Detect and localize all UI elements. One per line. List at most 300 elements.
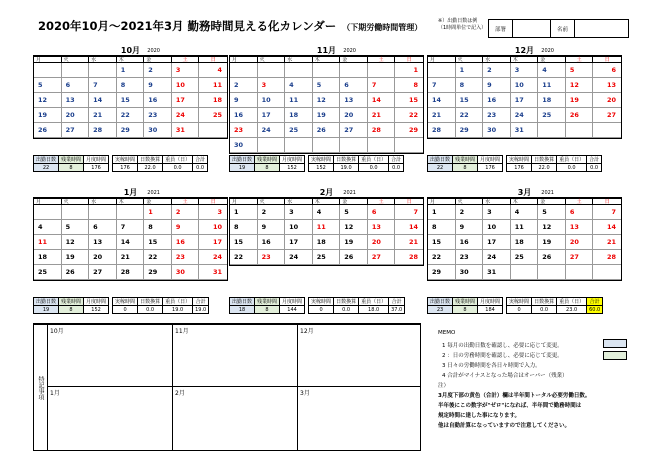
day-cell[interactable]: 18 <box>285 108 313 123</box>
value-total: 0.0 <box>193 164 208 172</box>
day-cell[interactable] <box>340 138 368 153</box>
day-cell[interactable]: 17 <box>199 235 227 250</box>
day-cell[interactable]: 22 <box>117 108 145 123</box>
day-cell[interactable]: 1 <box>144 205 172 220</box>
day-cell[interactable]: 10 <box>285 220 313 235</box>
day-cell[interactable]: 7 <box>395 205 423 220</box>
note-line: ※）出勤日数は例 <box>438 18 478 24</box>
day-cell[interactable]: 9 <box>144 78 172 93</box>
weekday-header: 月 <box>34 57 62 63</box>
weekday-header: 月 <box>428 199 456 205</box>
day-cell[interactable]: 17 <box>172 93 200 108</box>
day-cell[interactable]: 25 <box>538 108 566 123</box>
memo-side-label: 特記事項 <box>34 325 48 450</box>
day-cell[interactable]: 28 <box>593 250 621 265</box>
day-cell[interactable]: 10 <box>172 78 200 93</box>
weekday-header: 土 <box>172 199 200 205</box>
label-ot: 残業時間 <box>453 298 478 306</box>
memo-line: 他は自動計算になっていますので注意してください。 <box>438 423 571 429</box>
day-cell[interactable]: 20 <box>566 235 594 250</box>
label-actual: 実稼時間 <box>507 156 532 164</box>
label-actual: 実稼時間 <box>309 298 334 306</box>
day-cell[interactable]: 2 <box>483 63 511 78</box>
day-cell[interactable]: 25 <box>199 108 227 123</box>
value-total: 0.0 <box>389 164 404 172</box>
day-cell[interactable]: 7 <box>89 78 117 93</box>
day-cell[interactable] <box>89 63 117 78</box>
day-cell[interactable]: 8 <box>230 220 258 235</box>
day-cell[interactable]: 6 <box>368 205 396 220</box>
day-cell[interactable]: 22 <box>456 108 484 123</box>
weekday-header: 日 <box>395 57 423 63</box>
day-cell[interactable]: 25 <box>34 265 62 280</box>
day-cell[interactable]: 19 <box>34 108 62 123</box>
label-avg: 日数換算 <box>532 298 557 306</box>
day-cell[interactable] <box>511 265 539 280</box>
day-cell[interactable]: 29 <box>117 123 145 138</box>
label-monthly: 月度時間 <box>280 156 305 164</box>
label-total: 合計 <box>389 156 404 164</box>
day-cell[interactable]: 17 <box>258 108 286 123</box>
day-cell[interactable]: 24 <box>199 250 227 265</box>
day-cell[interactable] <box>395 138 423 153</box>
day-cell[interactable]: 11 <box>34 235 62 250</box>
page-title <box>38 18 422 34</box>
month-grid <box>33 197 228 281</box>
label-monthly: 月度時間 <box>478 156 503 164</box>
day-cell[interactable] <box>340 63 368 78</box>
day-cell[interactable]: 1 <box>428 205 456 220</box>
month-title: 12月 2020 <box>514 46 554 55</box>
day-cell[interactable] <box>199 123 227 138</box>
day-cell[interactable]: 22 <box>428 250 456 265</box>
day-cell[interactable]: 31 <box>483 265 511 280</box>
day-cell[interactable]: 9 <box>483 78 511 93</box>
day-cell[interactable]: 20 <box>368 235 396 250</box>
day-cell[interactable]: 12 <box>566 78 594 93</box>
day-cell[interactable]: 15 <box>428 235 456 250</box>
day-cell[interactable]: 2 <box>258 205 286 220</box>
memo-cell[interactable]: 10月 <box>48 325 173 387</box>
day-cell[interactable] <box>368 138 396 153</box>
day-cell[interactable]: 2 <box>172 205 200 220</box>
day-cell[interactable]: 28 <box>117 265 145 280</box>
day-cell[interactable]: 5 <box>313 78 341 93</box>
day-cell[interactable]: 4 <box>285 78 313 93</box>
day-cell[interactable]: 11 <box>285 93 313 108</box>
day-cell[interactable]: 25 <box>313 250 341 265</box>
value-monthly: 144 <box>280 306 305 314</box>
day-cell[interactable]: 12 <box>62 235 90 250</box>
memo-cell[interactable]: 2月 <box>173 387 298 451</box>
value-days[interactable]: 22 <box>34 164 59 172</box>
day-cell[interactable]: 13 <box>340 93 368 108</box>
subtitle-text: （下期労働時間管理） <box>342 23 423 32</box>
day-cell[interactable]: 18 <box>199 93 227 108</box>
month-title: 11月 2020 <box>316 46 356 55</box>
value-avg: 19.0 <box>334 164 359 172</box>
day-cell[interactable]: 26 <box>34 123 62 138</box>
day-cell[interactable]: 11 <box>313 220 341 235</box>
day-cell[interactable]: 14 <box>117 235 145 250</box>
memo-item: 2 ：日の労務時間を確認し、必要に応じて変更。 <box>442 353 563 359</box>
day-cell[interactable]: 12 <box>313 93 341 108</box>
day-cell[interactable]: 29 <box>144 265 172 280</box>
day-cell[interactable]: 7 <box>428 78 456 93</box>
day-cell[interactable] <box>566 265 594 280</box>
day-cell[interactable]: 13 <box>566 220 594 235</box>
day-cell[interactable]: 8 <box>456 78 484 93</box>
day-cell[interactable]: 5 <box>538 205 566 220</box>
day-cell[interactable]: 31 <box>511 123 539 138</box>
day-cell[interactable]: 6 <box>62 78 90 93</box>
month-title: 3月 2021 <box>517 188 554 197</box>
day-cell[interactable]: 28 <box>89 123 117 138</box>
day-cell[interactable]: 15 <box>395 93 423 108</box>
day-cell[interactable]: 20 <box>340 108 368 123</box>
day-cell[interactable]: 7 <box>368 78 396 93</box>
month-year: 2021 <box>147 190 160 196</box>
day-cell[interactable]: 27 <box>340 123 368 138</box>
day-cell[interactable]: 16 <box>172 235 200 250</box>
value-avg: 0.0 <box>532 306 557 314</box>
day-cell[interactable] <box>258 63 286 78</box>
day-cell[interactable]: 9 <box>456 220 484 235</box>
day-cell[interactable]: 8 <box>144 220 172 235</box>
day-cell[interactable]: 31 <box>172 123 200 138</box>
day-cell[interactable]: 14 <box>89 93 117 108</box>
day-cell[interactable]: 25 <box>285 123 313 138</box>
day-cell[interactable]: 27 <box>62 123 90 138</box>
label-monthly: 月度時間 <box>84 298 109 306</box>
day-cell[interactable]: 15 <box>230 235 258 250</box>
day-cell[interactable] <box>566 123 594 138</box>
weekday-header: 木 <box>313 199 341 205</box>
day-cell[interactable] <box>34 205 62 220</box>
value-ot[interactable]: 8 <box>59 306 84 314</box>
day-cell[interactable] <box>368 63 396 78</box>
day-cell[interactable] <box>89 205 117 220</box>
day-cell[interactable]: 21 <box>117 250 145 265</box>
day-cell[interactable]: 29 <box>395 123 423 138</box>
day-cell[interactable]: 21 <box>593 235 621 250</box>
day-cell[interactable]: 14 <box>428 93 456 108</box>
day-cell[interactable]: 6 <box>340 78 368 93</box>
day-cell[interactable]: 13 <box>89 235 117 250</box>
day-cell[interactable]: 25 <box>511 250 539 265</box>
day-cell[interactable]: 6 <box>593 63 621 78</box>
day-cell[interactable] <box>258 138 286 153</box>
label-total: 合計 <box>587 156 602 164</box>
day-cell[interactable]: 3 <box>511 63 539 78</box>
day-cell[interactable]: 24 <box>172 108 200 123</box>
day-cell[interactable]: 3 <box>172 63 200 78</box>
day-cell[interactable]: 16 <box>258 235 286 250</box>
value-total: 19.0 <box>193 306 209 314</box>
day-cell[interactable]: 10 <box>483 220 511 235</box>
day-cell[interactable]: 9 <box>172 220 200 235</box>
day-cell[interactable]: 10 <box>258 93 286 108</box>
weekday-header: 日 <box>199 199 227 205</box>
day-cell[interactable]: 12 <box>538 220 566 235</box>
value-ot[interactable]: 8 <box>255 164 280 172</box>
label-otd: 重員（日） <box>557 156 587 164</box>
day-cell[interactable]: 4 <box>538 63 566 78</box>
day-cell[interactable]: 22 <box>230 250 258 265</box>
day-cell[interactable]: 3 <box>199 205 227 220</box>
day-cell[interactable]: 6 <box>566 205 594 220</box>
day-cell[interactable]: 11 <box>511 220 539 235</box>
day-cell[interactable]: 8 <box>428 220 456 235</box>
day-cell[interactable]: 7 <box>117 220 145 235</box>
day-cell[interactable]: 28 <box>368 123 396 138</box>
day-cell[interactable]: 18 <box>511 235 539 250</box>
day-cell[interactable]: 10 <box>511 78 539 93</box>
day-cell[interactable]: 4 <box>199 63 227 78</box>
day-cell[interactable] <box>538 265 566 280</box>
day-cell[interactable] <box>593 123 621 138</box>
weekday-header: 水 <box>89 57 117 63</box>
day-cell[interactable]: 17 <box>285 235 313 250</box>
weekday-header: 日 <box>593 199 621 205</box>
day-cell[interactable]: 14 <box>395 220 423 235</box>
day-cell[interactable]: 23 <box>144 108 172 123</box>
day-cell[interactable]: 27 <box>368 250 396 265</box>
day-cell[interactable]: 16 <box>230 108 258 123</box>
day-cell[interactable]: 21 <box>89 108 117 123</box>
day-cell[interactable]: 17 <box>483 235 511 250</box>
day-cell[interactable] <box>34 63 62 78</box>
memo-cell[interactable]: 11月 <box>173 325 298 387</box>
day-cell[interactable]: 27 <box>566 250 594 265</box>
day-cell[interactable] <box>593 265 621 280</box>
value-days[interactable]: 19 <box>230 164 255 172</box>
note-line: （1時間単位で記入） <box>438 25 487 31</box>
day-cell[interactable]: 12 <box>340 220 368 235</box>
day-cell[interactable] <box>285 63 313 78</box>
day-cell[interactable]: 18 <box>538 93 566 108</box>
value-avg: 0.0 <box>138 306 163 314</box>
day-cell[interactable]: 24 <box>258 123 286 138</box>
day-cell[interactable]: 9 <box>258 220 286 235</box>
weekday-header: 火 <box>456 57 484 63</box>
day-cell[interactable]: 18 <box>34 250 62 265</box>
label-ot: 残業時間 <box>453 156 478 164</box>
weekday-header: 水 <box>483 199 511 205</box>
day-cell[interactable]: 15 <box>144 235 172 250</box>
label-otd: 重員（日） <box>359 156 389 164</box>
day-cell[interactable]: 20 <box>89 250 117 265</box>
day-cell[interactable]: 11 <box>199 78 227 93</box>
day-cell[interactable] <box>428 63 456 78</box>
label-ot: 残業時間 <box>59 298 84 306</box>
month-year: 2020 <box>147 48 160 54</box>
header-box <box>488 19 629 38</box>
day-cell[interactable]: 8 <box>117 78 145 93</box>
label-otd: 重員（日） <box>557 298 587 306</box>
day-cell[interactable] <box>313 138 341 153</box>
day-cell[interactable]: 6 <box>89 220 117 235</box>
day-cell[interactable]: 20 <box>62 108 90 123</box>
value-otd: 0.0 <box>557 164 587 172</box>
value-days[interactable]: 23 <box>428 306 453 314</box>
day-cell[interactable]: 15 <box>117 93 145 108</box>
day-cell[interactable]: 23 <box>258 250 286 265</box>
day-cell[interactable]: 26 <box>566 108 594 123</box>
day-cell[interactable] <box>285 138 313 153</box>
day-cell[interactable]: 3 <box>483 205 511 220</box>
day-cell[interactable]: 1 <box>456 63 484 78</box>
day-cell[interactable]: 4 <box>313 205 341 220</box>
day-cell[interactable]: 4 <box>34 220 62 235</box>
day-cell[interactable]: 26 <box>62 265 90 280</box>
value-actual: 0 <box>507 306 532 314</box>
day-cell[interactable] <box>538 123 566 138</box>
day-cell[interactable]: 13 <box>62 93 90 108</box>
day-cell[interactable]: 5 <box>340 205 368 220</box>
day-cell[interactable]: 17 <box>511 93 539 108</box>
day-cell[interactable] <box>117 205 145 220</box>
day-cell[interactable]: 19 <box>340 235 368 250</box>
day-cell[interactable]: 10 <box>199 220 227 235</box>
day-cell[interactable]: 27 <box>89 265 117 280</box>
day-cell[interactable]: 1 <box>117 63 145 78</box>
day-cell[interactable]: 23 <box>172 250 200 265</box>
day-cell[interactable]: 24 <box>483 250 511 265</box>
value-ot[interactable]: 8 <box>59 164 84 172</box>
day-cell[interactable]: 26 <box>538 250 566 265</box>
value-total: 0.0 <box>587 164 602 172</box>
day-cell[interactable]: 31 <box>199 265 227 280</box>
calendar-month <box>33 46 228 139</box>
day-cell[interactable]: 2 <box>144 63 172 78</box>
calendar-month <box>229 46 424 154</box>
value-days[interactable]: 22 <box>428 164 453 172</box>
day-cell[interactable]: 28 <box>428 123 456 138</box>
day-cell[interactable]: 21 <box>428 108 456 123</box>
day-cell[interactable]: 30 <box>483 123 511 138</box>
day-cell[interactable]: 29 <box>456 123 484 138</box>
day-cell[interactable]: 23 <box>456 250 484 265</box>
label-monthly: 月度時間 <box>478 298 503 306</box>
weekday-header: 水 <box>89 199 117 205</box>
memo-item: 3 日々の労働時間を各日々時間で入力。 <box>442 363 541 369</box>
day-cell[interactable] <box>230 63 258 78</box>
day-cell[interactable]: 11 <box>538 78 566 93</box>
memo-line: 3月度下部の黄色（合計）欄は半年間トータル必要労働日数。 <box>438 393 591 399</box>
value-days[interactable]: 18 <box>230 306 255 314</box>
day-cell[interactable]: 26 <box>313 123 341 138</box>
value-days[interactable]: 19 <box>34 306 59 314</box>
day-cell[interactable]: 20 <box>593 93 621 108</box>
label-total: 合計 <box>193 156 208 164</box>
value-ot[interactable]: 8 <box>453 306 478 314</box>
memo-cell[interactable]: 12月 <box>298 325 420 387</box>
day-cell[interactable]: 1 <box>395 63 423 78</box>
day-cell[interactable]: 21 <box>395 235 423 250</box>
day-cell[interactable]: 3 <box>285 205 313 220</box>
name-field[interactable] <box>575 20 628 37</box>
day-cell[interactable]: 30 <box>456 265 484 280</box>
day-cell[interactable]: 22 <box>144 250 172 265</box>
day-cell[interactable]: 16 <box>144 93 172 108</box>
day-cell[interactable]: 13 <box>368 220 396 235</box>
dept-field[interactable] <box>513 20 551 37</box>
day-cell[interactable]: 21 <box>368 108 396 123</box>
day-cell[interactable]: 19 <box>566 93 594 108</box>
day-cell[interactable]: 4 <box>511 205 539 220</box>
day-cell[interactable]: 16 <box>483 93 511 108</box>
value-ot[interactable]: 8 <box>255 306 280 314</box>
day-cell[interactable]: 7 <box>593 205 621 220</box>
day-cell[interactable] <box>62 63 90 78</box>
day-cell[interactable]: 1 <box>230 205 258 220</box>
day-cell[interactable]: 5 <box>566 63 594 78</box>
day-cell[interactable]: 30 <box>144 123 172 138</box>
day-cell[interactable]: 12 <box>34 93 62 108</box>
day-cell[interactable]: 13 <box>593 78 621 93</box>
day-cell[interactable]: 2 <box>456 205 484 220</box>
day-cell[interactable]: 27 <box>593 108 621 123</box>
day-cell[interactable]: 19 <box>62 250 90 265</box>
day-cell[interactable]: 30 <box>230 138 258 153</box>
day-cell[interactable]: 30 <box>172 265 200 280</box>
day-cell[interactable]: 24 <box>285 250 313 265</box>
value-actual: 0 <box>309 306 334 314</box>
day-cell[interactable] <box>313 63 341 78</box>
day-cell[interactable]: 16 <box>456 235 484 250</box>
day-cell[interactable]: 19 <box>538 235 566 250</box>
label-avg: 日数換算 <box>532 156 557 164</box>
value-monthly: 152 <box>84 306 109 314</box>
value-total: 37.0 <box>389 306 405 314</box>
day-cell[interactable]: 5 <box>34 78 62 93</box>
value-ot[interactable]: 8 <box>453 164 478 172</box>
label-ot: 残業時間 <box>255 156 280 164</box>
day-cell[interactable]: 24 <box>511 108 539 123</box>
day-cell[interactable]: 26 <box>340 250 368 265</box>
value-monthly: 152 <box>280 164 305 172</box>
day-cell[interactable]: 19 <box>313 108 341 123</box>
day-cell[interactable]: 15 <box>456 93 484 108</box>
month-summary <box>33 155 208 172</box>
day-cell[interactable]: 29 <box>428 265 456 280</box>
label-monthly: 月度時間 <box>280 298 305 306</box>
day-cell[interactable]: 23 <box>230 123 258 138</box>
day-cell[interactable]: 3 <box>258 78 286 93</box>
label-total: 合計 <box>587 298 603 306</box>
day-cell[interactable]: 9 <box>230 93 258 108</box>
day-cell[interactable] <box>62 205 90 220</box>
day-cell[interactable]: 23 <box>483 108 511 123</box>
legend-blue-box <box>603 339 627 348</box>
month-title: 1月 2021 <box>123 188 160 197</box>
day-cell[interactable]: 28 <box>395 250 423 265</box>
memo-cell[interactable]: 3月 <box>300 390 310 397</box>
day-cell[interactable]: 5 <box>62 220 90 235</box>
day-cell[interactable]: 14 <box>368 93 396 108</box>
day-cell[interactable]: 22 <box>395 108 423 123</box>
memo-cell[interactable]: 1月 <box>48 387 173 451</box>
month-year: 2020 <box>541 48 554 54</box>
label-avg: 日数換算 <box>138 298 163 306</box>
legend-green-box <box>603 351 627 360</box>
day-cell[interactable]: 2 <box>230 78 258 93</box>
day-cell[interactable]: 8 <box>395 78 423 93</box>
weekday-header: 土 <box>368 57 396 63</box>
day-cell[interactable]: 18 <box>313 235 341 250</box>
day-cell[interactable]: 14 <box>593 220 621 235</box>
